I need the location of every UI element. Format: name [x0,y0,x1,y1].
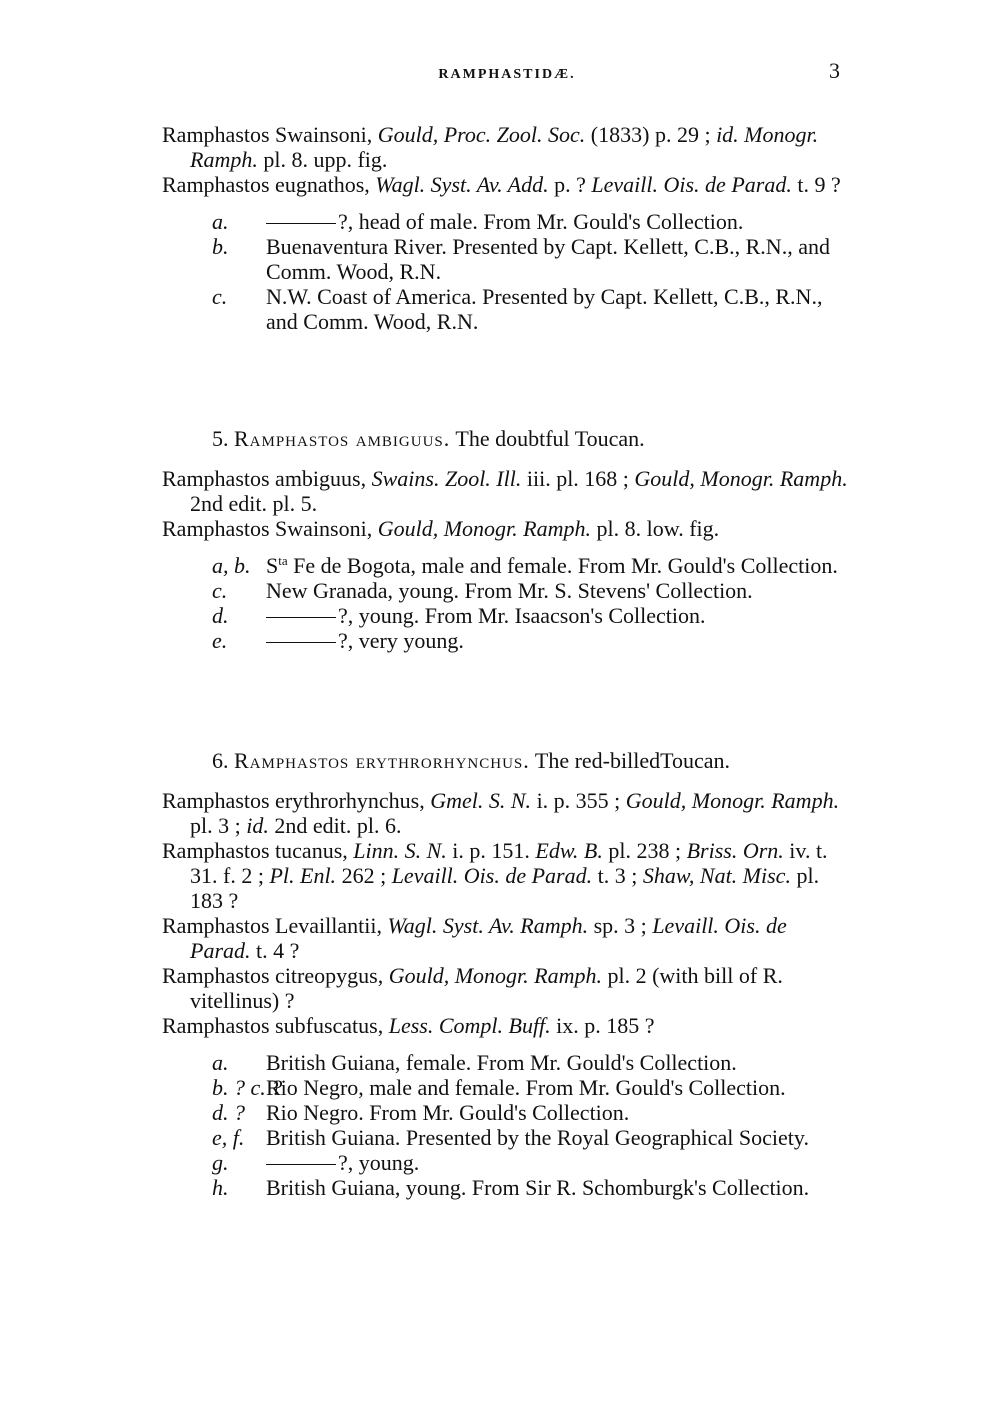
specimen-label: a. [212,1050,229,1075]
specimen-entry: a. ?, head of male. From Mr. Gould's Collection. [212,209,744,234]
specimen-entry: d. ?, young. From Mr. Isaacson's Collection. [212,603,706,628]
specimen-entry: g. ?, young. [212,1150,420,1175]
synonym-entry: Ramphastos eugnathos, Wagl. Syst. Av. Add. p. ? Levaill. Ois. de Parad. t. 9 ? [162,172,841,197]
species-6-body [162,788,852,1200]
synonym-entry: Ramphastos Levaillantii, Wagl. Syst. Av. Ramph. sp. 3 ; Levaill. Ois. de Parad. t. 4 ? [162,913,787,963]
specimen-label: b. ? c. ? [212,1075,283,1100]
specimen-entry: a. British Guiana, female. From Mr. Gould's Collection. [212,1050,737,1075]
species-4-continuation [162,122,852,334]
species-heading-6: 6. Ramphastos erythrorhynchus. The red-billedToucan. [212,748,731,773]
specimen-entry: c. New Granada, young. From Mr. S. Stevens' Collection. [212,578,753,603]
dash-rule [266,223,336,224]
specimen-label: e. [212,628,228,653]
dash-rule [266,617,336,618]
specimen-label: d. ? [212,1100,245,1125]
specimen-label: h. [212,1175,229,1200]
common-name: The doubtful Toucan. [455,426,645,451]
running-header [162,58,852,92]
dash-rule [266,1164,336,1165]
specimen-entry: c. N.W. Coast of America. Presented by Capt. Kellett, C.B., R.N., and Comm. Wood, R.N. [212,284,823,334]
synonym-entry: Ramphastos ambiguus, Swains. Zool. Ill. iii. pl. 168 ; Gould, Monogr. Ramph. 2nd edit. pl. 5. [162,466,848,516]
specimen-label: a. [212,209,229,234]
page-number: 3 [829,58,840,83]
common-name: The red-billedToucan. [534,748,731,773]
synonym-entry: Ramphastos subfuscatus, Less. Compl. Buff. ix. p. 185 ? [162,1013,655,1038]
specimen-entry: e. ?, very young. [212,628,464,653]
specimen-label: c. [212,578,228,603]
specimen-entry: b. ? c. ? Rio Negro, male and female. From Mr. Gould's Collection. [212,1075,786,1100]
specimen-entry: h. British Guiana, young. From Sir R. Schomburgk's Collection. [212,1175,810,1200]
specimen-label: e, f. [212,1125,245,1150]
dash-rule [266,642,336,643]
species-name: Ramphastos ambiguus. [234,426,451,451]
specimen-label: g. [212,1150,229,1175]
synonym-entry: Ramphastos Swainsoni, Gould, Proc. Zool. Soc. (1833) p. 29 ; id. Monogr. Ramph. pl. 8. upp. fig. [162,122,819,172]
synonym-entry: Ramphastos citreopygus, Gould, Monogr. Ramph. pl. 2 (with bill of R. vitellinus) ? [162,963,783,1013]
species-heading-5: 5. Ramphastos ambiguus. The doubtful Toucan. [212,426,645,451]
synonym-entry: Ramphastos tucanus, Linn. S. N. i. p. 151. Edw. B. pl. 238 ; Briss. Orn. iv. t. 31. f. 2 ; Pl. Enl. 262 ; Levaill. Ois. de Parad. t. 3 ; Shaw, Nat. Misc. pl. 183 ? [162,838,828,913]
header-title: RAMPHASTIDÆ. [438,67,576,82]
specimen-label: b. [212,234,229,259]
species-name: Ramphastos erythrorhynchus. [234,748,530,773]
specimen-entry: d. ? Rio Negro. From Mr. Gould's Collection. [212,1100,630,1125]
specimen-label: c. [212,284,228,309]
synonym-entry: Ramphastos Swainsoni, Gould, Monogr. Ramph. pl. 8. low. fig. [162,516,720,541]
specimen-entry: e, f. British Guiana. Presented by the Royal Geographical Society. [212,1125,809,1150]
specimen-entry: b. Buenaventura River. Presented by Capt. Kellett, C.B., R.N., and Comm. Wood, R.N. [212,234,830,284]
specimen-label: d. [212,603,229,628]
synonym-entry: Ramphastos erythrorhynchus, Gmel. S. N. i. p. 355 ; Gould, Monogr. Ramph. pl. 3 ; id. 2nd edit. pl. 6. [162,788,840,838]
species-5-body [162,466,852,653]
specimen-label: a, b. [212,553,251,578]
specimen-entry: a, b. $S^{ta}$ Fe de Bogota, male and female. From Mr. Gould's Collection. [212,553,838,578]
